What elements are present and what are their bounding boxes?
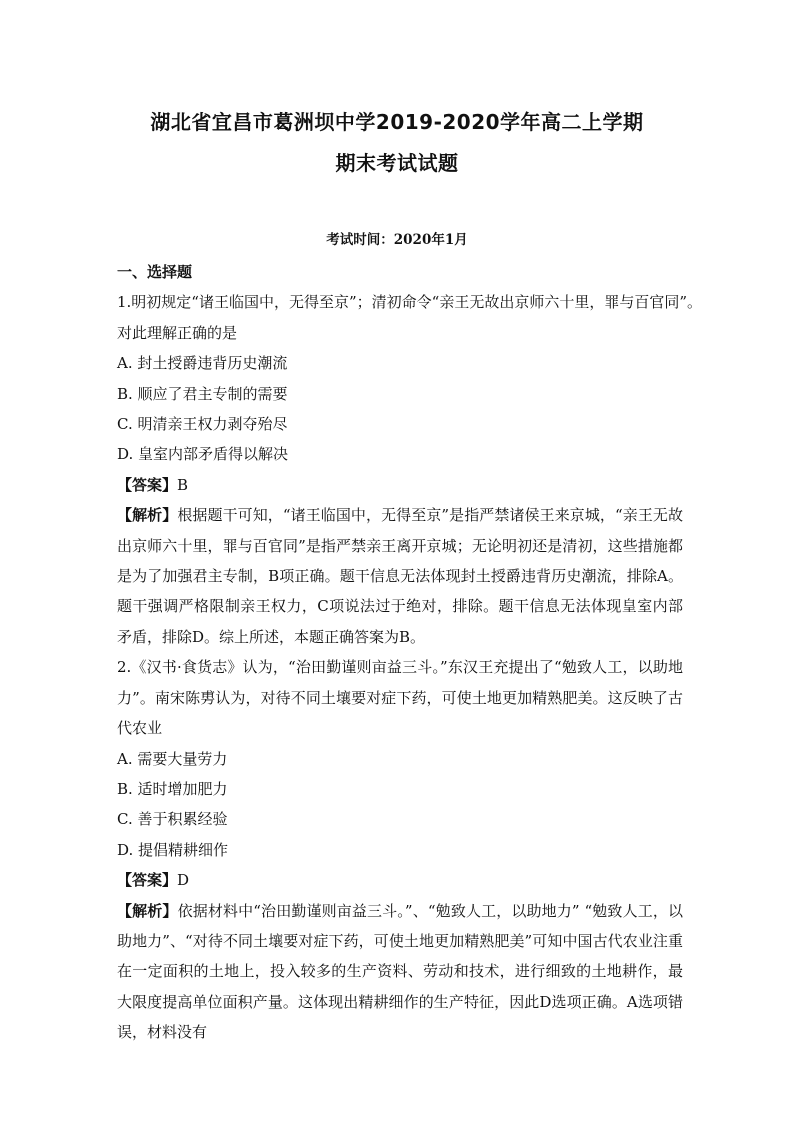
exam-time: 考试时间：2020年1月: [326, 232, 468, 248]
question-1-option-d: D. 皇室内部矛盾得以解决: [117, 445, 289, 464]
question-2-option-a: A. 需要大量劳力: [117, 749, 228, 768]
analysis-tag: 【解析】: [117, 506, 178, 525]
answer-value: D: [177, 871, 190, 890]
question-1-answer: [117, 470, 683, 500]
question-2-answer: [117, 865, 683, 895]
question-2-option-d: D. 提倡精耕细作: [117, 840, 229, 859]
question-1-option-b: B. 顺应了君主专制的需要: [117, 384, 288, 403]
question-1-stem-line2: 对此理解正确的是: [117, 323, 238, 342]
question-2-option-b: B. 适时增加肥力: [117, 779, 228, 798]
question-2-stem: 2.《汉书·食货志》认为，“治田勤谨则亩益三斗。”东汉王充提出了“勉致人工，以助地力”。南宋陈旉认为，对待不同土壤要对症下药，可使土地更加精熟肥美。这反映了古代农业: [117, 658, 683, 738]
document-body: [117, 257, 702, 1048]
question-1-stem-line1: 1.明初规定“诸王临国中，无得至京”；清初命令“亲王无故出京师六十里，罪与百官同”。: [117, 293, 702, 312]
section-heading: 一、选择题: [117, 263, 193, 281]
analysis-tag: 【解析】: [117, 901, 178, 920]
question-1-option-a: A. 封土授爵违背历史潮流: [117, 354, 288, 373]
analysis-text: 根据题干可知，“诸王临国中，无得至京”是指严禁诸侯王来京城，“亲王无故出京师六十里，罪与百官同”是指严禁亲王离开京城；无论明初还是清初，这些措施都是为了加强君主专制，B项正确。题干信息无法体现封土授爵违背历史潮流，排除A。题干强调严格限制亲王权力，C项说法过于绝对，排除。题干信息无法体现皇室内部矛盾，排除D。综上所述，本题正确答案为B。: [117, 506, 683, 646]
question-1-analysis: [117, 500, 683, 652]
answer-tag: 【答案】: [117, 871, 178, 890]
document-title-line1: 湖北省宜昌市葛洲坝中学2019-2020学年高二上学期: [150, 110, 644, 134]
question-2-option-c: C. 善于积累经验: [117, 810, 228, 829]
question-1-option-c: C. 明清亲王权力剥夺殆尽: [117, 415, 288, 434]
analysis-text: 依据材料中“治田勤谨则亩益三斗。”、“勉致人工，以助地力” “勉致人工，以助地力”、“对待不同土壤要对症下药，可使土地更加精熟肥美”可知中国古代农业注重在一定面积的土地上，投入较多的生产资料、劳动和技术，进行细致的土地耕作，最大限度提高单位面积产量。这体现出精耕细作的生产特征，因此D选项正确。A选项错误，材料没有: [117, 901, 683, 1042]
answer-value: B: [177, 475, 189, 494]
answer-tag: 【答案】: [117, 475, 178, 494]
question-2-analysis: [117, 896, 683, 1048]
document-title-line2: 期末考试试题: [335, 151, 459, 175]
